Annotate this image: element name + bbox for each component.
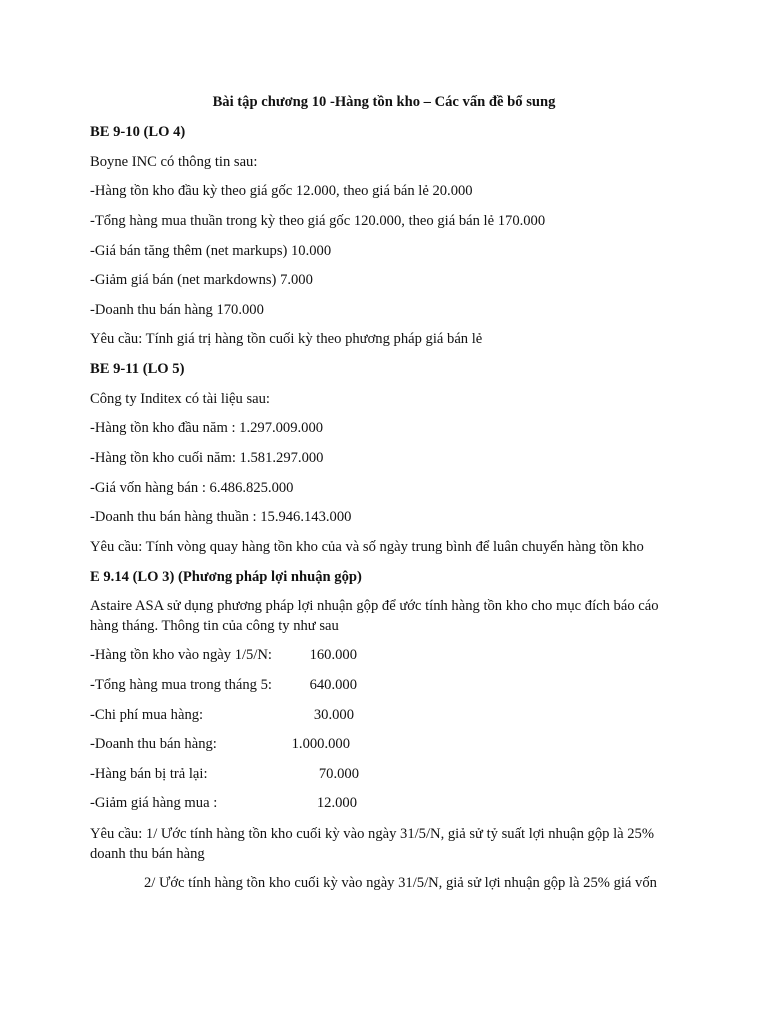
be911-intro: Công ty Inditex có tài liệu sau: [90, 391, 270, 407]
e914-item-value: 70.000 [318, 766, 359, 782]
section-heading-be910: BE 9-10 (LO 4) [90, 124, 186, 140]
e914-requirement-2: 2/ Ước tính hàng tồn kho cuối kỳ vào ngày 31/5/N, giả sử lợi nhuận gộp là 25% giá vốn [144, 875, 657, 891]
be910-requirement: Yêu cầu: Tính giá trị hàng tồn cuối kỳ theo phương pháp giá bán lẻ [90, 331, 483, 347]
e914-item-value: 640.000 [309, 677, 357, 693]
e914-item-value: 1.000.000 [291, 736, 350, 752]
be910-line: -Doanh thu bán hàng 170.000 [90, 302, 264, 318]
e914-intro: Astaire ASA sử dụng phương pháp lợi nhuận gộp để ước tính hàng tồn kho cho mục đích báo cáo hàng tháng. Thông tin của công ty như sau [90, 598, 659, 634]
e914-item-value: 160.000 [309, 647, 357, 663]
be911-line: -Giá vốn hàng bán : 6.486.825.000 [90, 480, 294, 496]
be910-line: -Tổng hàng mua thuần trong kỳ theo giá gốc 120.000, theo giá bán lẻ 170.000 [90, 213, 546, 229]
page-title: Bài tập chương 10 -Hàng tồn kho – Các vấn đề bổ sung [212, 94, 556, 110]
e914-item-label: -Doanh thu bán hàng: [90, 736, 217, 752]
section-heading-be911: BE 9-11 (LO 5) [90, 361, 185, 377]
be910-intro: Boyne INC có thông tin sau: [90, 154, 258, 170]
section-heading-e914: E 9.14 (LO 3) (Phương pháp lợi nhuận gộp) [90, 569, 362, 585]
be911-requirement: Yêu cầu: Tính vòng quay hàng tồn kho của và số ngày trung bình để luân chuyển hàng tồn kho [90, 539, 644, 555]
e914-item-label: -Giảm giá hàng mua : [90, 795, 218, 811]
e914-item-value: 30.000 [313, 707, 354, 723]
be910-line: -Giá bán tăng thêm (net markups) 10.000 [90, 243, 332, 259]
be911-line: -Hàng tồn kho đầu năm : 1.297.009.000 [90, 420, 324, 436]
be910-line: -Giảm giá bán (net markdowns) 7.000 [90, 272, 313, 288]
e914-item-label: -Hàng tồn kho vào ngày 1/5/N: [90, 647, 272, 663]
e914-item-value: 12.000 [316, 795, 357, 811]
be910-line: -Hàng tồn kho đầu kỳ theo giá gốc 12.000, theo giá bán lẻ 20.000 [90, 183, 473, 199]
be911-line: -Doanh thu bán hàng thuần : 15.946.143.000 [90, 509, 352, 525]
e914-item-label: -Chi phí mua hàng: [90, 707, 204, 723]
e914-requirement-1: Yêu cầu: 1/ Ước tính hàng tồn kho cuối kỳ vào ngày 31/5/N, giả sử tỷ suất lợi nhuận gộp là 25% doanh thu bán hàng [90, 826, 655, 862]
e914-item-label: -Tổng hàng mua trong tháng 5: [90, 677, 272, 693]
e914-item-label: -Hàng bán bị trả lại: [90, 766, 208, 782]
be911-line: -Hàng tồn kho cuối năm: 1.581.297.000 [90, 450, 324, 466]
